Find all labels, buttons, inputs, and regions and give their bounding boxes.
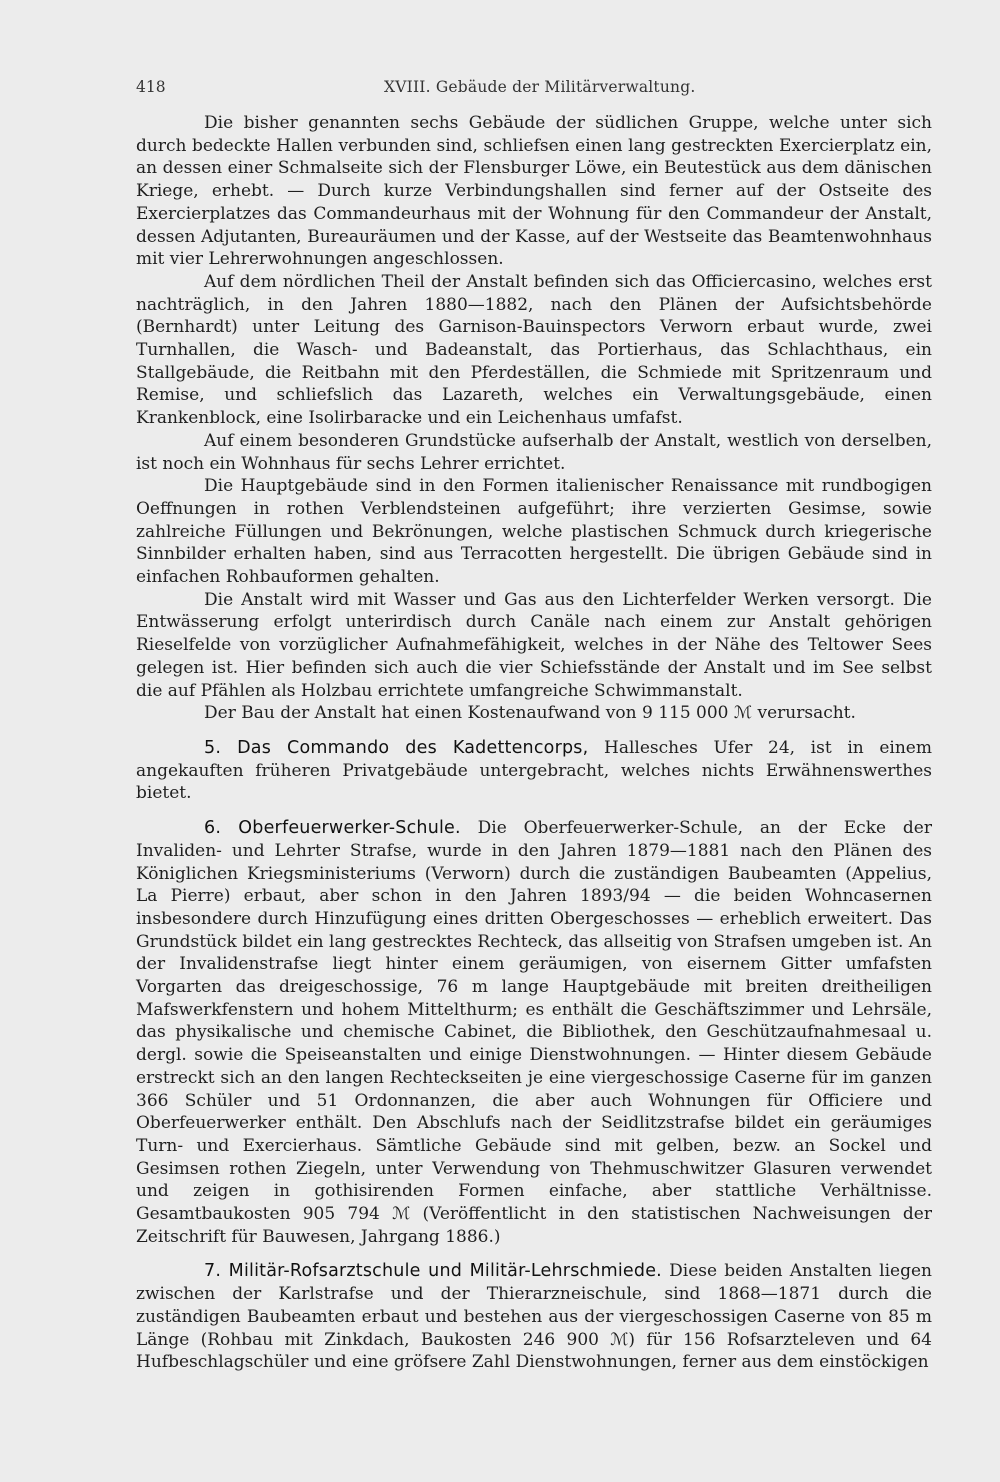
section-7-heading: 7. Militär-Rofsarztschule und Militär-Lehrschmiede. xyxy=(204,1261,662,1282)
section-5-heading: 5. Das Commando des Kadettencorps, xyxy=(204,737,589,758)
paragraph-utilities: Die Anstalt wird mit Wasser und Gas aus den Lichterfelder Werken versorgt. Die Entwässerung erfolgt unterirdisch durch Canäle nach einem zur Anstalt gehörigen Rieselfelde von vorzüglicher Aufnahmefähigkeit, welches in der Nähe des Teltower Sees gelegen ist. Hier befinden sich auch die vier Schiefsstände der Anstalt und im See selbst die auf Pfählen als Holzbau errichtete umfangreiche Schwimmanstalt. xyxy=(136,589,932,701)
paragraph-architecture: Die Hauptgebäude sind in den Formen italienischer Renaissance mit rundbogigen Oeffnungen in rothen Verblendsteinen aufgeführt; ihre verzierten Gesimse, sowie zahlreiche Füllungen und Bekrönungen, welche plastischen Schmuck durch kriegerische Sinnbilder erhalten haben, sind aus Terracotten hergestellt. Die übrigen Gebäude sind in einfachen Rohbauformen gehalten. xyxy=(136,476,932,588)
section-7 xyxy=(136,1260,932,1374)
section-5 xyxy=(136,737,932,805)
section-7-text: Diese beiden Anstalten liegen zwischen der Karlstrafse und der Thierarzneischule, sind 1868—1871 durch die zuständigen Baubeamten erbaut und bestehen aus der viergeschossigen Caserne von 85 m Länge (Rohbau mit Zinkdach, Baukosten 246 900 ℳ) für 156 Rofsarzteleven und 64 Hufbeschlagschüler und eine gröfsere Zahl Dienstwohnungen, ferner aus dem einstöckigen xyxy=(136,1261,932,1373)
page-number: 418 xyxy=(136,78,166,96)
running-title: XVIII. Gebäude der Militärverwaltung. xyxy=(384,78,696,96)
page-header xyxy=(136,78,932,96)
section-6 xyxy=(136,817,932,1248)
paragraph-southern-group: Die bisher genannten sechs Gebäude der südlichen Gruppe, welche unter sich durch bedeckte Hallen verbunden sind, schliefsen einen lang gestreckten Exercierplatz ein, an dessen einer Schmalseite sich der Flensburger Löwe, ein Beutestück aus dem dänischen Kriege, erhebt. — Durch kurze Verbindungshallen sind ferner auf der Ostseite des Exercierplatzes das Commandeurhaus mit der Wohnung für den Commandeur der Anstalt, dessen Adjutanten, Bureauräumen und der Kasse, auf der Westseite das Beamtenwohnhaus mit vier Lehrerwohnungen angeschlossen. xyxy=(136,113,932,270)
section-6-heading: 6. Oberfeuerwerker-Schule. xyxy=(204,818,461,839)
paragraph-construction-cost: Der Bau der Anstalt hat einen Kostenaufwand von 9 115 000 ℳ verursacht. xyxy=(204,703,856,724)
section-5-text: Hallesches Ufer 24, ist in einem angekauften früheren Privatgebäude untergebracht, welches nichts Erwähnenswerthes bietet. xyxy=(136,737,932,804)
section-6-text: Die Oberfeuerwerker-Schule, an der Ecke der Invaliden- und Lehrter Strafse, wurde in den Jahren 1879—1881 nach den Plänen des Königlichen Kriegsministeriums (Verworn) durch die zuständigen Baubeamten (Appelius, La Pierre) erbaut, aber schon in den Jahren 1893/94 — die beiden Wohncasernen insbesondere durch Hinzufügung eines dritten Obergeschosses — erheblich erweitert. Das Grundstück bildet ein lang gestrecktes Rechteck, das allseitig von Strafsen umgeben ist. An der Invalidenstrafse liegt hinter einem geräumigen, von eisernem Gitter umfafsten Vorgarten das dreigeschossige, 76 m lange Hauptgebäude mit breiten dreitheiligen Mafswerkfenstern und hohem Mittelthurm; es enthält die Geschäftszimmer und Lehrsäle, das physikalische und chemische Cabinet, die Bibliothek, den Geschützaufnahmesaal u. dergl. sowie die Speiseanstalten und einige Dienstwohnungen. — Hinter diesem Gebäude erstreckt sich an den langen Rechteckseiten je eine viergeschossige Caserne für im ganzen 366 Schüler und 51 Ordonnanzen, die aber auch Wohnungen für Officiere und Oberfeuerwerker enthält. Den Abschlufs nach der Seidlitzstrafse bildet ein geräumiges Turn- und Exercierhaus. Sämtliche Gebäude sind mit gelben, bezw. an Sockel und Gesimsen rothen Ziegeln, unter Verwendung von Thehmuschwitzer Glasuren verwendet und zeigen in gothisirenden Formen einfache, aber stattliche Verhältnisse. Gesamtbaukosten 905 794 ℳ (Veröffentlicht in den statistischen Nachweisungen der Zeitschrift für Bauwesen, Jahrgang 1886.) xyxy=(136,818,932,1247)
paragraph-teachers-house: Auf einem besonderen Grundstücke aufserhalb der Anstalt, westlich von derselben, ist noch ein Wohnhaus für sechs Lehrer errichtet. xyxy=(136,430,932,474)
paragraph-northern-part: Auf dem nördlichen Theil der Anstalt befinden sich das Officiercasino, welches erst nachträglich, in den Jahren 1880—1882, nach den Plänen der Aufsichtsbehörde (Bernhardt) unter Leitung des Garnison-Bauinspectors Verworn erbaut wurde, zwei Turnhallen, die Wasch- und Badeanstalt, das Portierhaus, das Schlachthaus, ein Stallgebäude, die Reitbahn mit den Pferdeställen, die Schmiede mit Spritzenraum und Remise, und schliefslich das Lazareth, welches ein Verwaltungsgebäude, einen Krankenblock, eine Isolirbaracke und ein Leichenhaus umfafst. xyxy=(136,271,932,429)
